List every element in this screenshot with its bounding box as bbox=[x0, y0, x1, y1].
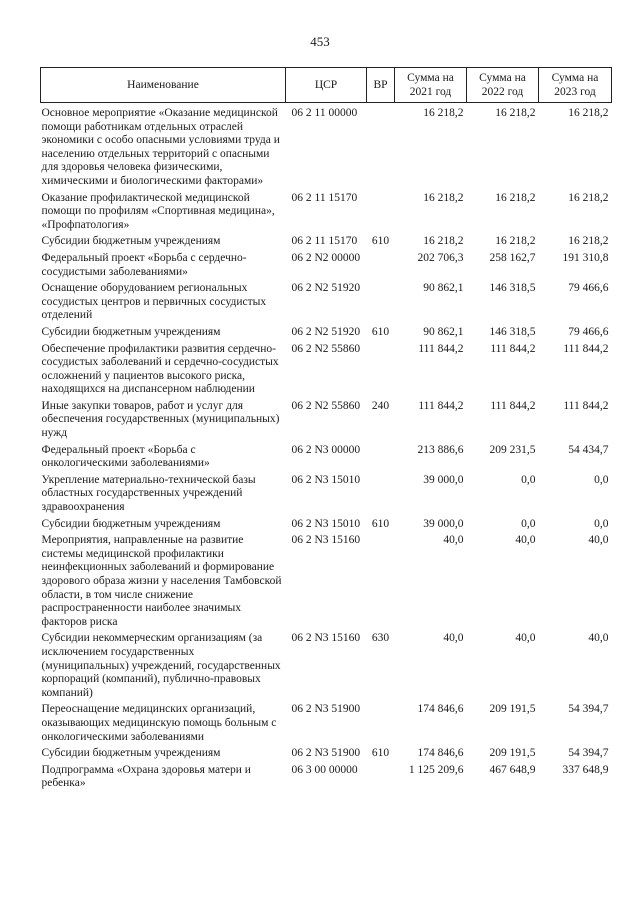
row-vr bbox=[367, 703, 395, 747]
row-vr: 610 bbox=[371, 517, 390, 530]
row-sum-2023: 337 648,9 bbox=[562, 763, 609, 776]
row-vr bbox=[367, 534, 395, 632]
row-sum-2021: 16 218,2 bbox=[423, 235, 464, 248]
row-name: Субсидии бюджетным учреждениям bbox=[41, 517, 221, 530]
row-csr: 06 2 N2 00000 bbox=[291, 251, 361, 264]
row-vr: 630 bbox=[371, 632, 390, 645]
row-csr: 06 2 11 00000 bbox=[291, 107, 358, 119]
row-name: Субсидии некоммерческим организациям (за исключением государственных (муниципальных) учреждений, государственных корпораций (компаний), публично-правовых компаний) bbox=[41, 632, 281, 699]
table-row bbox=[41, 343, 612, 400]
row-sum-2021: 40,0 bbox=[443, 534, 464, 547]
budget-table bbox=[40, 67, 612, 794]
row-sum-2021: 16 218,2 bbox=[423, 107, 464, 119]
row-name: Субсидии бюджетным учреждениям bbox=[41, 747, 221, 760]
row-sum-2023: 79 466,6 bbox=[568, 325, 609, 338]
table-row bbox=[41, 326, 612, 343]
table-row bbox=[41, 764, 612, 794]
row-sum-2022: 467 648,9 bbox=[489, 763, 536, 776]
row-name: Обеспечение профилактики развития сердечно-сосудистых заболеваний и сердечно-сосудистых осложнений у пациентов высокого риска, находящихся на диспансерном наблюдении bbox=[41, 342, 279, 396]
row-sum-2022: 40,0 bbox=[515, 534, 536, 547]
row-vr bbox=[367, 764, 395, 794]
row-name: Мероприятия, направленные на развитие системы медицинской профилактики неинфекционных заболеваний и формирование здорового образа жизни у населения Тамбовской области, в том числе снижение распространенности наиболее значимых факторов риска bbox=[41, 534, 282, 628]
row-sum-2022: 209 231,5 bbox=[489, 443, 536, 456]
row-sum-2023: 111 844,2 bbox=[563, 399, 609, 412]
row-sum-2022: 146 318,5 bbox=[489, 325, 536, 338]
row-name: Укрепление материально-технической базы областных государственных учреждений здравоохранения bbox=[41, 473, 256, 514]
header-sum-2021: Сумма на 2021 год bbox=[395, 68, 467, 103]
row-name: Иные закупки товаров, работ и услуг для обеспечения государственных (муниципальных) нужд bbox=[41, 399, 280, 440]
row-vr bbox=[367, 444, 395, 474]
row-sum-2023: 16 218,2 bbox=[568, 191, 609, 204]
row-sum-2023: 16 218,2 bbox=[568, 107, 609, 119]
row-name: Субсидии бюджетным учреждениям bbox=[41, 325, 221, 338]
table-row bbox=[41, 474, 612, 518]
row-sum-2023: 111 844,2 bbox=[563, 342, 609, 355]
row-name: Субсидии бюджетным учреждениям bbox=[41, 235, 221, 248]
row-sum-2021: 40,0 bbox=[443, 632, 464, 645]
row-sum-2023: 40,0 bbox=[588, 534, 609, 547]
table-row bbox=[41, 252, 612, 282]
row-name: Основное мероприятие «Оказание медицинской помощи работникам отдельных отраслей экономики с особо опасными условиями труда и населению отдельных территорий с опасными для здоровья человека физическими, химическими и биологическими факторами» bbox=[41, 107, 280, 187]
row-csr: 06 2 N2 51920 bbox=[291, 325, 361, 338]
row-sum-2023: 54 434,7 bbox=[568, 443, 609, 456]
row-vr bbox=[367, 282, 395, 326]
row-csr: 06 3 00 00000 bbox=[291, 763, 358, 776]
row-sum-2021: 16 218,2 bbox=[423, 191, 464, 204]
row-sum-2022: 16 218,2 bbox=[495, 235, 536, 248]
row-sum-2021: 174 846,6 bbox=[417, 703, 464, 716]
row-name: Переоснащение медицинских организаций, оказывающих медицинскую помощь больным с онкологическими заболеваниями bbox=[41, 703, 277, 743]
row-sum-2021: 111 844,2 bbox=[418, 399, 464, 412]
table-row bbox=[41, 282, 612, 326]
row-sum-2023: 0,0 bbox=[594, 473, 609, 486]
row-csr: 06 2 N3 15010 bbox=[291, 473, 361, 486]
row-sum-2023: 79 466,6 bbox=[568, 282, 609, 295]
table-row bbox=[41, 400, 612, 444]
row-vr: 240 bbox=[371, 399, 390, 412]
row-sum-2023: 54 394,7 bbox=[568, 747, 609, 760]
table-row bbox=[41, 103, 612, 192]
row-sum-2023: 0,0 bbox=[594, 517, 609, 530]
row-csr: 06 2 N3 15160 bbox=[291, 632, 361, 645]
table-header-row bbox=[41, 68, 612, 103]
table-row bbox=[41, 534, 612, 632]
row-sum-2022: 16 218,2 bbox=[495, 107, 536, 119]
table-row bbox=[41, 518, 612, 535]
page-number: 453 bbox=[310, 34, 330, 49]
row-sum-2022: 111 844,2 bbox=[490, 399, 536, 412]
row-csr: 06 2 N2 55860 bbox=[291, 342, 361, 355]
row-sum-2021: 1 125 209,6 bbox=[408, 763, 464, 776]
row-sum-2023: 54 394,7 bbox=[568, 703, 609, 716]
row-sum-2021: 39 000,0 bbox=[423, 473, 464, 486]
row-vr: 610 bbox=[371, 747, 390, 760]
row-sum-2022: 40,0 bbox=[515, 632, 536, 645]
table-row bbox=[41, 235, 612, 252]
row-sum-2021: 90 862,1 bbox=[423, 325, 464, 338]
table-row bbox=[41, 192, 612, 236]
row-sum-2021: 202 706,3 bbox=[417, 251, 464, 264]
row-sum-2022: 209 191,5 bbox=[489, 747, 536, 760]
header-sum-2022: Сумма на 2022 год bbox=[467, 68, 539, 103]
row-sum-2021: 39 000,0 bbox=[423, 517, 464, 530]
row-csr: 06 2 N3 15010 bbox=[291, 517, 361, 530]
row-sum-2021: 213 886,6 bbox=[417, 443, 464, 456]
row-sum-2021: 111 844,2 bbox=[418, 342, 464, 355]
row-csr: 06 2 11 15170 bbox=[291, 235, 358, 248]
row-sum-2022: 0,0 bbox=[521, 473, 536, 486]
row-vr bbox=[367, 192, 395, 236]
row-sum-2022: 146 318,5 bbox=[489, 282, 536, 295]
row-vr bbox=[367, 103, 395, 192]
row-sum-2023: 40,0 bbox=[588, 632, 609, 645]
row-name: Оказание профилактической медицинской помощи по профилям «Спортивная медицина», «Профпатология» bbox=[41, 191, 275, 231]
row-name: Подпрограмма «Охрана здоровья матери и ребенка» bbox=[41, 763, 251, 790]
row-sum-2022: 16 218,2 bbox=[495, 191, 536, 204]
row-csr: 06 2 N3 15160 bbox=[291, 534, 361, 547]
row-name: Федеральный проект «Борьба с сердечно-сосудистыми заболеваниями» bbox=[41, 251, 247, 278]
row-csr: 06 2 N3 51900 bbox=[291, 747, 361, 760]
row-csr: 06 2 N3 00000 bbox=[291, 443, 361, 456]
row-csr: 06 2 11 15170 bbox=[291, 191, 358, 204]
row-sum-2022: 258 162,7 bbox=[489, 251, 536, 264]
row-vr bbox=[367, 343, 395, 400]
row-name: Федеральный проект «Борьба с онкологическими заболеваниями» bbox=[41, 443, 210, 470]
row-sum-2022: 0,0 bbox=[521, 517, 536, 530]
row-vr bbox=[367, 252, 395, 282]
header-sum-2023: Сумма на 2023 год bbox=[539, 68, 612, 103]
row-sum-2022: 209 191,5 bbox=[489, 703, 536, 716]
row-vr bbox=[367, 474, 395, 518]
row-csr: 06 2 N2 51920 bbox=[291, 282, 361, 295]
row-sum-2021: 90 862,1 bbox=[423, 282, 464, 295]
table-row bbox=[41, 632, 612, 703]
header-vr: ВР bbox=[367, 68, 395, 103]
table-row bbox=[41, 703, 612, 747]
row-csr: 06 2 N2 55860 bbox=[291, 399, 361, 412]
row-vr: 610 bbox=[371, 235, 390, 248]
header-csr: ЦСР bbox=[286, 68, 367, 103]
table-row bbox=[41, 747, 612, 764]
row-csr: 06 2 N3 51900 bbox=[291, 703, 361, 716]
row-vr: 610 bbox=[371, 325, 390, 338]
table-row bbox=[41, 444, 612, 474]
row-name: Оснащение оборудованием региональных сосудистых центров и первичных сосудистых отделений bbox=[41, 282, 267, 322]
header-name: Наименование bbox=[41, 68, 286, 103]
row-sum-2023: 16 218,2 bbox=[568, 235, 609, 248]
row-sum-2023: 191 310,8 bbox=[562, 251, 609, 264]
row-sum-2022: 111 844,2 bbox=[490, 342, 536, 355]
row-sum-2021: 174 846,6 bbox=[417, 747, 464, 760]
